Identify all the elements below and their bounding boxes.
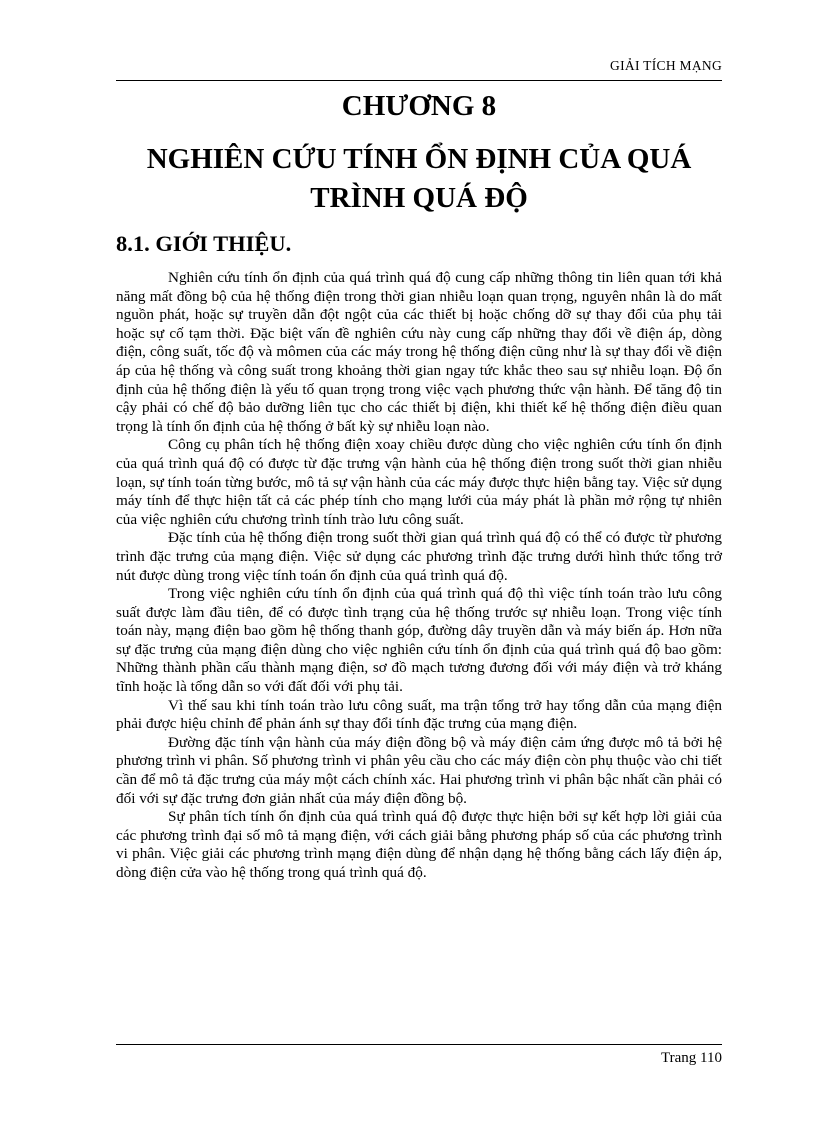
page-number: Trang 110 (661, 1050, 722, 1066)
footer-divider (116, 1044, 722, 1045)
section-heading: 8.1. GIỚI THIỆU. (116, 231, 292, 256)
paragraph: Trong việc nghiên cứu tính ổn định của quá trình quá độ thì việc tính toán trào lưu công suất được làm đầu tiên, để có được tình trạng của hệ thống trước sự nhiễu loạn. Trong việc tính toán này, mạng điện bao gồm hệ thống thanh góp, đường dây truyền dẫn và máy biến áp. Hơn nữa sự đặc trưng của mạng điện dùng cho việc nghiên cứu tính ổn định của quá trình quá độ bao gồm: Những thành phần cấu thành mạng điện, sơ đồ mạch tương đương đối với máy điện và trở kháng tĩnh hoặc là tổng dẫn so với đất đối với phụ tải. (116, 585, 722, 696)
chapter-title (116, 140, 722, 218)
header-divider (116, 80, 722, 81)
running-header-title: GIẢI TÍCH MẠNG (610, 58, 722, 73)
chapter-title-line-1: NGHIÊN CỨU TÍNH ỔN ĐỊNH CỦA QUÁ (146, 143, 692, 175)
paragraph: Công cụ phân tích hệ thống điện xoay chiều được dùng cho việc nghiên cứu tính ổn định của quá trình quá độ có được từ đặc trưng vận hành của hệ thống điện trong suốt thời gian nhiễu loạn, sự tính toán từng bước, mô tả sự vận hành của các máy được thực hiện bằng tay. Việc sử dụng máy tính để thực hiện tất cả các phép tính cho mạng lưới của máy phát là phần mở rộng tự nhiên của việc nghiên cứu chương trình tính trào lưu công suất. (116, 436, 722, 528)
paragraph: Đường đặc tính vận hành của máy điện đồng bộ và máy điện cảm ứng được mô tả bởi hệ phương trình vi phân. Số phương trình vi phân yêu cầu cho các máy điện còn phụ thuộc vào chi tiết cần để mô tả đặc trưng của máy một cách chính xác. Hai phương trình vi phân bậc nhất cần phải có đối với sự đặc trưng đơn giản nhất của máy điện đồng bộ. (116, 733, 722, 807)
chapter-title-line-2: TRÌNH QUÁ ĐỘ (310, 182, 528, 214)
paragraph: Đặc tính của hệ thống điện trong suốt thời gian quá trình quá độ có thể có được từ phương trình đặc trưng của mạng điện. Việc sử dụng các phương trình đặc trưng dưới hình thức tổng trở nút được dùng trong việc tính toán ổn định của quá trình quá độ. (116, 529, 722, 584)
paragraph: Vì thế sau khi tính toán trào lưu công suất, ma trận tổng trở hay tổng dẫn của mạng điện phải được hiệu chỉnh để phản ánh sự thay đổi tính đặc trưng của mạng điện. (116, 696, 722, 733)
paragraph: Nghiên cứu tính ổn định của quá trình quá độ cung cấp những thông tin liên quan tới khả năng mất đồng bộ của hệ thống điện trong thời gian nhiễu loạn quan trọng, nguyên nhân là do mất nguồn phát, hoặc sự truyền dẫn đột ngột của các thiết bị hoặc chống dỡ sự thay đổi của phụ tải hoặc sự cố tạm thời. Đặc biệt vấn đề nghiên cứu này cung cấp những thay đổi về điện áp, dòng điện, công suất, tốc độ và mômen của các máy trong hệ thống điện cũng như là sự thay đổi về điện áp của hệ thống và công suất trong khoảng thời gian ngay tức khắc theo sau sự nhiễu loạn. Độ ổn định của hệ thống điện là yếu tố quan trọng trong việc vạch phương thức vận hành. Để tăng độ tin cậy phải có chế độ bảo dưỡng liên tục cho các thiết bị điện, khi thiết kế hệ thống điện điều quan trọng là tính ổn định của hệ thống ở bất kỳ sự nhiễu loạn nào. (116, 269, 722, 435)
chapter-number: CHƯƠNG 8 (341, 90, 497, 122)
paragraph: Sự phân tích tính ổn định của quá trình quá độ được thực hiện bởi sự kết hợp lời giải của các phương trình đại số mô tả mạng điện, với cách giải bằng phương pháp số của các phương trình vi phân. Việc giải các phương trình mạng điện dùng để nhận dạng hệ thống bằng cách lấy điện áp, dòng điện cửa vào hệ thống trong quá trình quá độ. (116, 808, 722, 881)
body-text (116, 269, 722, 883)
